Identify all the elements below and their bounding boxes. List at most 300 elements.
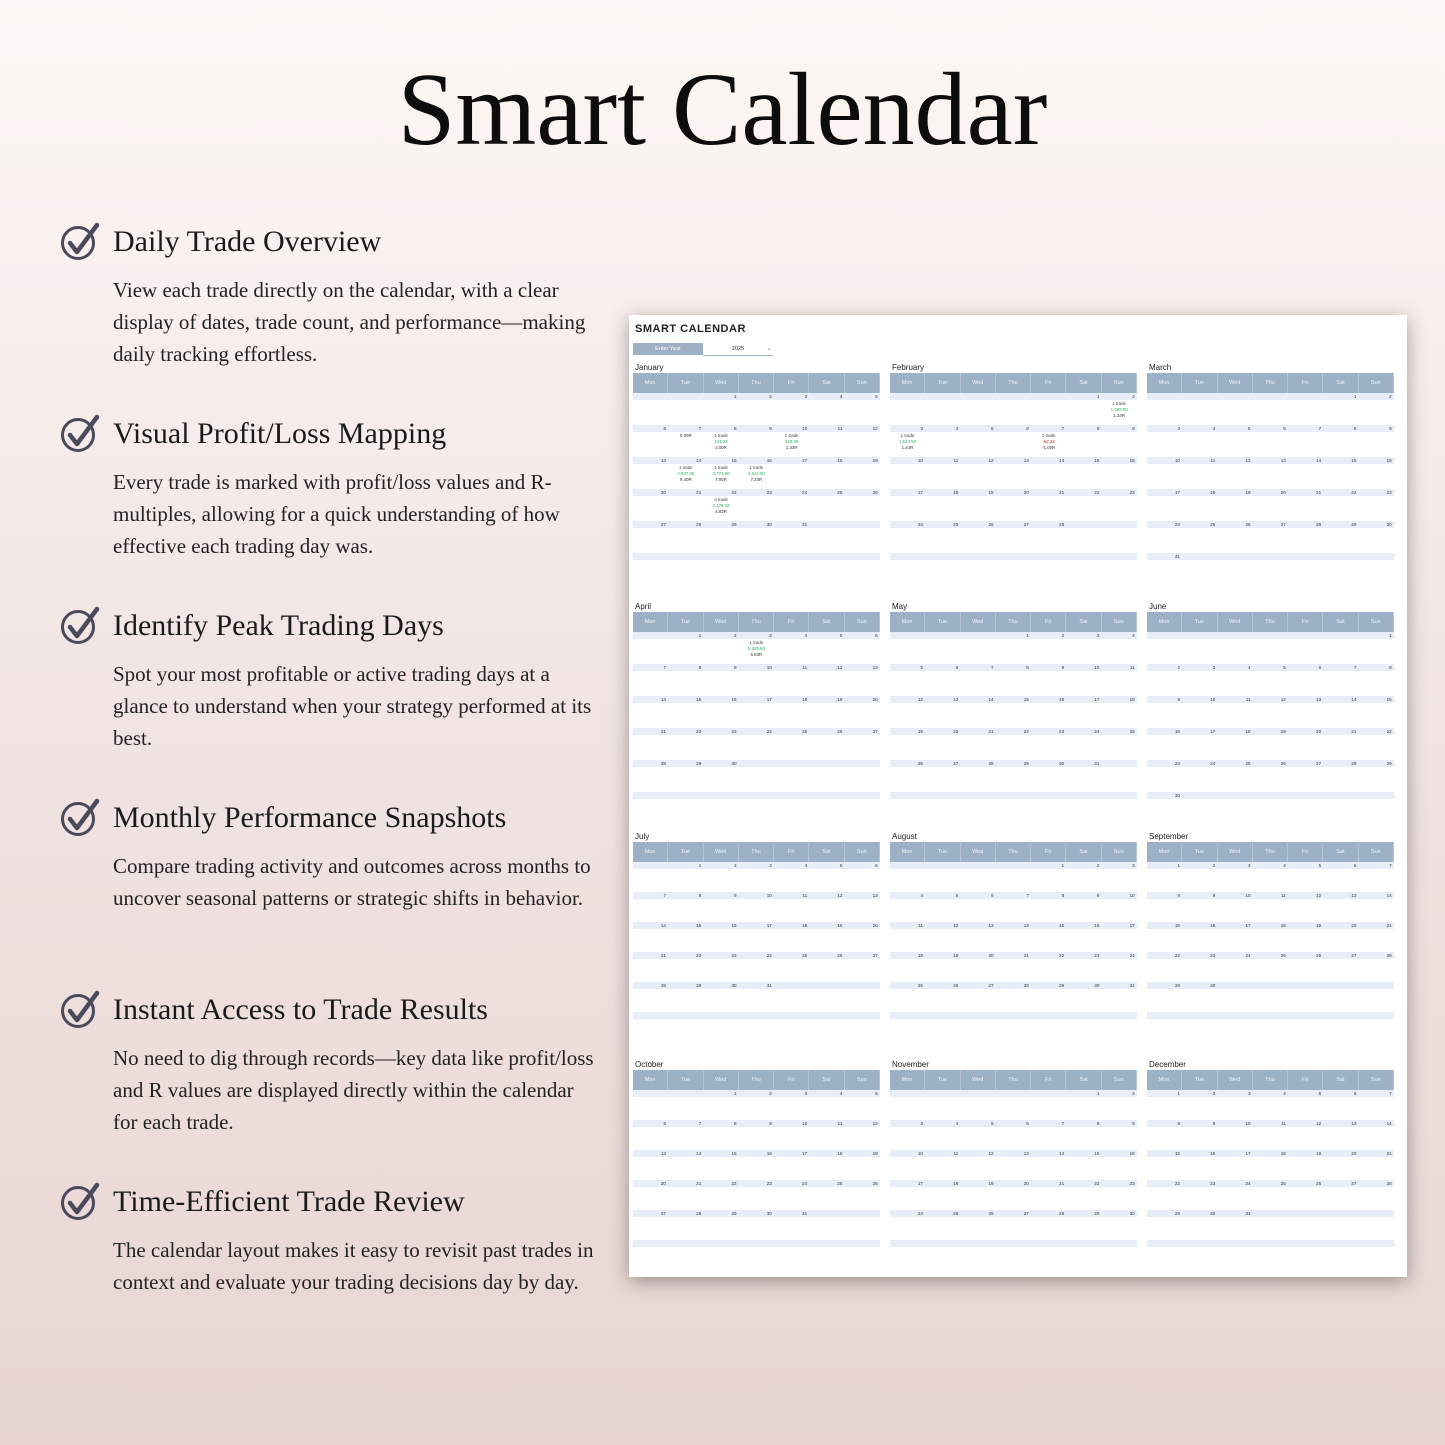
day-number[interactable]: 29 (731, 1211, 737, 1216)
day-number[interactable]: 26 (872, 1181, 878, 1186)
day-number[interactable]: 30 (1386, 522, 1392, 527)
day-number[interactable]: 29 (696, 983, 702, 988)
day-number[interactable]: 8 (698, 665, 702, 670)
day-number[interactable]: 10 (802, 1121, 808, 1126)
day-number[interactable]: 18 (802, 923, 808, 928)
day-number[interactable]: 15 (696, 697, 702, 702)
day-number[interactable]: 29 (696, 761, 702, 766)
day-number[interactable]: 15 (1094, 1151, 1100, 1156)
day-number[interactable]: 11 (1281, 1121, 1286, 1126)
day-number[interactable]: 19 (872, 458, 878, 463)
day-number[interactable]: 18 (802, 697, 808, 702)
day-number[interactable]: 12 (988, 1151, 994, 1156)
day-number[interactable]: 2 (769, 394, 772, 399)
day-number[interactable]: 3 (1248, 863, 1251, 868)
day-number[interactable]: 18 (1280, 1151, 1286, 1156)
day-number[interactable]: 31 (1174, 554, 1180, 559)
day-number[interactable]: 19 (988, 1181, 994, 1186)
day-number[interactable]: 5 (920, 665, 923, 670)
day-number[interactable]: 25 (1210, 522, 1216, 527)
day-number[interactable]: 8 (1096, 426, 1100, 431)
day-number[interactable]: 21 (660, 729, 666, 734)
day-number[interactable]: 16 (766, 458, 772, 463)
day-number[interactable]: 14 (1386, 1121, 1392, 1126)
day-number[interactable]: 1 (734, 1091, 737, 1096)
day-number[interactable]: 1 (698, 863, 702, 868)
day-number[interactable]: 19 (917, 729, 923, 734)
day-number[interactable]: 3 (804, 394, 808, 399)
day-number[interactable]: 20 (660, 490, 666, 495)
day-number[interactable]: 9 (1132, 426, 1135, 431)
day-number[interactable]: 22 (696, 953, 702, 958)
day-number[interactable]: 2 (1132, 1091, 1135, 1096)
day-number[interactable]: 25 (802, 729, 808, 734)
day-number[interactable]: 27 (872, 953, 878, 958)
day-number[interactable]: 10 (1174, 458, 1180, 463)
day-number[interactable]: 14 (1316, 458, 1322, 463)
day-number[interactable]: 27 (1351, 953, 1357, 958)
day-number[interactable]: 14 (660, 697, 666, 702)
day-number[interactable]: 10 (766, 893, 772, 898)
day-number[interactable]: 30 (1059, 761, 1065, 766)
day-number[interactable]: 10 (917, 458, 923, 463)
day-number[interactable]: 8 (698, 893, 702, 898)
day-number[interactable]: 23 (731, 729, 737, 734)
day-number[interactable]: 2 (1061, 633, 1065, 638)
day-number[interactable]: 4 (804, 863, 808, 868)
day-number[interactable]: 14 (1351, 697, 1357, 702)
day-number[interactable]: 6 (663, 1121, 666, 1126)
day-number[interactable]: 24 (1210, 761, 1216, 766)
day-number[interactable]: 1 (1353, 394, 1357, 399)
day-number[interactable]: 25 (1129, 729, 1135, 734)
day-number[interactable]: 13 (1023, 458, 1029, 463)
day-number[interactable]: 29 (1059, 983, 1065, 988)
day-number[interactable]: 7 (1061, 1121, 1065, 1126)
day-number[interactable]: 22 (1174, 1181, 1180, 1186)
day-number[interactable]: 5 (875, 394, 878, 399)
day-number[interactable]: 26 (1316, 1181, 1322, 1186)
day-number[interactable]: 11 (802, 665, 808, 670)
day-number[interactable]: 31 (802, 522, 808, 527)
day-number[interactable]: 28 (1351, 761, 1357, 766)
day-number[interactable]: 31 (1129, 983, 1135, 988)
day-number[interactable]: 14 (1059, 1151, 1065, 1156)
day-number[interactable]: 1 (1177, 863, 1180, 868)
day-number[interactable]: 8 (1061, 893, 1065, 898)
day-number[interactable]: 13 (1023, 1151, 1029, 1156)
day-number[interactable]: 25 (953, 522, 959, 527)
day-number[interactable]: 15 (1023, 697, 1029, 702)
day-number[interactable]: 19 (1316, 1151, 1322, 1156)
day-number[interactable]: 20 (1351, 1151, 1357, 1156)
day-number[interactable]: 2 (734, 633, 737, 638)
day-number[interactable]: 1 (734, 394, 737, 399)
day-number[interactable]: 10 (1094, 665, 1100, 670)
day-number[interactable]: 17 (1210, 729, 1216, 734)
day-number[interactable]: 4 (955, 1121, 959, 1126)
day-number[interactable]: 8 (734, 1121, 737, 1126)
day-number[interactable]: 22 (1059, 953, 1065, 958)
day-number[interactable]: 16 (1386, 458, 1392, 463)
day-number[interactable]: 3 (1177, 426, 1180, 431)
day-number[interactable]: 1 (1389, 633, 1392, 638)
chevron-down-icon[interactable]: ⌄ (767, 346, 772, 352)
day-number[interactable]: 23 (766, 490, 772, 495)
day-number[interactable]: 7 (1318, 426, 1322, 431)
day-number[interactable]: 28 (1316, 522, 1322, 527)
day-number[interactable]: 14 (696, 1151, 702, 1156)
day-number[interactable]: 17 (1129, 923, 1135, 928)
day-number[interactable]: 28 (1023, 983, 1029, 988)
day-number[interactable]: 28 (696, 1211, 702, 1216)
day-number[interactable]: 22 (1023, 729, 1029, 734)
day-number[interactable]: 6 (1353, 1091, 1357, 1096)
day-number[interactable]: 12 (1245, 458, 1251, 463)
day-number[interactable]: 3 (769, 633, 772, 638)
day-number[interactable]: 2 (1389, 394, 1392, 399)
day-number[interactable]: 29 (1174, 1211, 1180, 1216)
day-number[interactable]: 11 (953, 1151, 959, 1156)
day-number[interactable]: 12 (1280, 697, 1286, 702)
day-number[interactable]: 24 (1245, 953, 1251, 958)
day-number[interactable]: 13 (1280, 458, 1286, 463)
day-number[interactable]: 26 (837, 729, 843, 734)
day-number[interactable]: 24 (917, 522, 923, 527)
day-number[interactable]: 7 (1026, 893, 1029, 898)
day-number[interactable]: 18 (837, 1151, 843, 1156)
day-number[interactable]: 26 (917, 761, 923, 766)
day-number[interactable]: 24 (1174, 522, 1180, 527)
day-number[interactable]: 9 (1096, 893, 1100, 898)
day-number[interactable]: 6 (1283, 426, 1286, 431)
day-number[interactable]: 23 (731, 953, 737, 958)
day-number[interactable]: 4 (1212, 426, 1216, 431)
day-number[interactable]: 6 (663, 426, 666, 431)
day-number[interactable]: 29 (1386, 761, 1392, 766)
day-number[interactable]: 30 (766, 1211, 772, 1216)
day-number[interactable]: 16 (1094, 923, 1100, 928)
day-number[interactable]: 1 (1096, 1091, 1100, 1096)
day-number[interactable]: 11 (1281, 893, 1286, 898)
day-number[interactable]: 14 (696, 458, 702, 463)
day-number[interactable]: 6 (991, 893, 994, 898)
day-number[interactable]: 5 (839, 863, 843, 868)
day-number[interactable]: 7 (1061, 426, 1065, 431)
day-number[interactable]: 19 (1245, 490, 1251, 495)
day-number[interactable]: 17 (1245, 923, 1251, 928)
day-number[interactable]: 26 (1280, 761, 1286, 766)
day-number[interactable]: 2 (1096, 863, 1100, 868)
day-number[interactable]: 21 (696, 1181, 702, 1186)
day-number[interactable]: 12 (953, 923, 959, 928)
day-number[interactable]: 20 (953, 729, 959, 734)
day-number[interactable]: 22 (1094, 1181, 1100, 1186)
day-number[interactable]: 6 (1026, 1121, 1029, 1126)
day-number[interactable]: 21 (1059, 1181, 1065, 1186)
day-number[interactable]: 24 (802, 1181, 808, 1186)
day-number[interactable]: 25 (837, 1181, 843, 1186)
day-number[interactable]: 9 (1061, 665, 1065, 670)
day-number[interactable]: 13 (872, 665, 878, 670)
day-number[interactable]: 23 (1129, 490, 1135, 495)
day-number[interactable]: 27 (1351, 1181, 1357, 1186)
day-number[interactable]: 2 (1212, 1091, 1216, 1096)
day-number[interactable]: 8 (1096, 1121, 1100, 1126)
day-number[interactable]: 8 (1177, 893, 1180, 898)
day-number[interactable]: 26 (837, 953, 843, 958)
day-number[interactable]: 6 (1318, 665, 1322, 670)
day-number[interactable]: 4 (804, 633, 808, 638)
day-number[interactable]: 13 (660, 1151, 666, 1156)
day-number[interactable]: 7 (698, 1121, 702, 1126)
day-number[interactable]: 20 (1280, 490, 1286, 495)
day-number[interactable]: 5 (991, 1121, 994, 1126)
day-number[interactable]: 11 (802, 893, 808, 898)
day-number[interactable]: 22 (696, 729, 702, 734)
day-number[interactable]: 15 (1059, 923, 1065, 928)
day-number[interactable]: 15 (1386, 697, 1392, 702)
day-number[interactable]: 6 (955, 665, 959, 670)
day-number[interactable]: 25 (1280, 1181, 1286, 1186)
day-number[interactable]: 25 (802, 953, 808, 958)
day-number[interactable]: 16 (731, 923, 737, 928)
day-number[interactable]: 7 (698, 426, 702, 431)
day-number[interactable]: 12 (1316, 1121, 1322, 1126)
day-number[interactable]: 26 (1245, 522, 1251, 527)
day-number[interactable]: 13 (1316, 697, 1322, 702)
day-number[interactable]: 4 (1283, 863, 1286, 868)
day-number[interactable]: 19 (1280, 729, 1286, 734)
day-number[interactable]: 15 (1351, 458, 1357, 463)
day-number[interactable]: 3 (1132, 863, 1135, 868)
day-number[interactable]: 29 (1174, 983, 1180, 988)
day-number[interactable]: 21 (1386, 1151, 1392, 1156)
day-number[interactable]: 8 (1177, 1121, 1180, 1126)
day-number[interactable]: 26 (953, 983, 959, 988)
day-number[interactable]: 19 (1316, 923, 1322, 928)
day-number[interactable]: 7 (1389, 1091, 1392, 1096)
day-number[interactable]: 30 (1094, 983, 1100, 988)
day-number[interactable]: 16 (1129, 1151, 1135, 1156)
day-number[interactable]: 12 (988, 458, 994, 463)
day-number[interactable]: 15 (1094, 458, 1100, 463)
day-number[interactable]: 27 (1023, 522, 1029, 527)
day-number[interactable]: 6 (875, 863, 878, 868)
day-number[interactable]: 31 (802, 1211, 808, 1216)
day-number[interactable]: 20 (1023, 1181, 1029, 1186)
day-number[interactable]: 26 (1316, 953, 1322, 958)
day-number[interactable]: 4 (1283, 1091, 1286, 1096)
day-number[interactable]: 16 (731, 697, 737, 702)
day-number[interactable]: 18 (837, 458, 843, 463)
day-number[interactable]: 31 (1245, 1211, 1251, 1216)
day-number[interactable]: 16 (1129, 458, 1135, 463)
day-number[interactable]: 16 (1059, 697, 1065, 702)
day-number[interactable]: 17 (1245, 1151, 1251, 1156)
day-number[interactable]: 14 (988, 697, 994, 702)
day-number[interactable]: 25 (917, 983, 923, 988)
day-number[interactable]: 27 (1023, 1211, 1029, 1216)
day-number[interactable]: 26 (872, 490, 878, 495)
day-number[interactable]: 23 (1386, 490, 1392, 495)
day-number[interactable]: 13 (988, 923, 994, 928)
day-number[interactable]: 5 (955, 893, 959, 898)
day-number[interactable]: 3 (920, 1121, 923, 1126)
day-number[interactable]: 11 (837, 426, 843, 431)
day-number[interactable]: 28 (696, 522, 702, 527)
day-number[interactable]: 29 (731, 522, 737, 527)
day-number[interactable]: 8 (734, 426, 737, 431)
day-number[interactable]: 20 (1023, 490, 1029, 495)
day-number[interactable]: 17 (917, 490, 923, 495)
day-number[interactable]: 15 (731, 1151, 737, 1156)
day-number[interactable]: 20 (872, 697, 878, 702)
day-number[interactable]: 14 (1386, 893, 1392, 898)
day-number[interactable]: 4 (1248, 665, 1251, 670)
day-number[interactable]: 20 (1351, 923, 1357, 928)
day-number[interactable]: 5 (875, 1091, 878, 1096)
day-number[interactable]: 13 (953, 697, 959, 702)
day-number[interactable]: 24 (766, 729, 772, 734)
day-number[interactable]: 17 (766, 923, 772, 928)
day-number[interactable]: 30 (1210, 983, 1216, 988)
day-number[interactable]: 17 (802, 458, 808, 463)
day-number[interactable]: 3 (769, 863, 772, 868)
day-number[interactable]: 18 (1280, 923, 1286, 928)
year-select[interactable]: 2025 (703, 343, 773, 356)
day-number[interactable]: 1 (698, 633, 702, 638)
day-number[interactable]: 12 (872, 1121, 878, 1126)
day-number[interactable]: 31 (1094, 761, 1100, 766)
day-number[interactable]: 17 (1094, 697, 1100, 702)
day-number[interactable]: 27 (1280, 522, 1286, 527)
day-number[interactable]: 5 (1318, 863, 1322, 868)
day-number[interactable]: 2 (769, 1091, 772, 1096)
day-number[interactable]: 27 (988, 983, 994, 988)
day-number[interactable]: 17 (917, 1181, 923, 1186)
day-number[interactable]: 7 (663, 665, 666, 670)
day-number[interactable]: 17 (1174, 490, 1180, 495)
day-number[interactable]: 26 (988, 522, 994, 527)
day-number[interactable]: 9 (1212, 1121, 1216, 1126)
day-number[interactable]: 3 (920, 426, 923, 431)
day-number[interactable]: 22 (1094, 490, 1100, 495)
day-number[interactable]: 1 (1061, 863, 1065, 868)
day-number[interactable]: 30 (731, 761, 737, 766)
day-number[interactable]: 6 (875, 633, 878, 638)
day-number[interactable]: 28 (660, 983, 666, 988)
day-number[interactable]: 9 (1389, 426, 1392, 431)
day-number[interactable]: 26 (988, 1211, 994, 1216)
day-number[interactable]: 15 (1174, 1151, 1180, 1156)
day-number[interactable]: 13 (660, 458, 666, 463)
day-number[interactable]: 22 (731, 1181, 737, 1186)
day-number[interactable]: 25 (1280, 953, 1286, 958)
day-number[interactable]: 23 (1210, 953, 1216, 958)
day-number[interactable]: 27 (660, 1211, 666, 1216)
day-number[interactable]: 15 (731, 458, 737, 463)
day-number[interactable]: 22 (731, 490, 737, 495)
day-number[interactable]: 25 (1245, 761, 1251, 766)
day-number[interactable]: 18 (917, 953, 923, 958)
day-number[interactable]: 12 (917, 697, 923, 702)
day-number[interactable]: 5 (1283, 665, 1286, 670)
day-number[interactable]: 15 (696, 923, 702, 928)
day-number[interactable]: 7 (663, 893, 666, 898)
day-number[interactable]: 11 (1245, 697, 1251, 702)
day-number[interactable]: 10 (802, 426, 808, 431)
day-number[interactable]: 24 (766, 953, 772, 958)
day-number[interactable]: 12 (837, 665, 843, 670)
day-number[interactable]: 25 (953, 1211, 959, 1216)
day-number[interactable]: 20 (988, 953, 994, 958)
day-number[interactable]: 30 (1174, 793, 1180, 798)
day-number[interactable]: 1 (1026, 633, 1029, 638)
day-number[interactable]: 4 (839, 394, 843, 399)
day-number[interactable]: 10 (766, 665, 772, 670)
day-number[interactable]: 25 (837, 490, 843, 495)
day-number[interactable]: 24 (802, 490, 808, 495)
day-number[interactable]: 2 (734, 863, 737, 868)
day-number[interactable]: 21 (1023, 953, 1029, 958)
day-number[interactable]: 21 (1316, 490, 1322, 495)
day-number[interactable]: 30 (766, 522, 772, 527)
day-number[interactable]: 9 (734, 893, 737, 898)
day-number[interactable]: 29 (1023, 761, 1029, 766)
day-number[interactable]: 13 (1351, 1121, 1357, 1126)
day-number[interactable]: 27 (660, 522, 666, 527)
day-number[interactable]: 24 (1245, 1181, 1251, 1186)
day-number[interactable]: 4 (1132, 633, 1135, 638)
day-number[interactable]: 14 (1023, 923, 1029, 928)
day-number[interactable]: 2 (1177, 665, 1180, 670)
day-number[interactable]: 3 (1096, 633, 1100, 638)
day-number[interactable]: 12 (837, 893, 843, 898)
day-number[interactable]: 23 (766, 1181, 772, 1186)
day-number[interactable]: 8 (1389, 665, 1392, 670)
day-number[interactable]: 9 (769, 1121, 772, 1126)
day-number[interactable]: 28 (1059, 1211, 1065, 1216)
day-number[interactable]: 28 (1059, 522, 1065, 527)
day-number[interactable]: 9 (1212, 893, 1216, 898)
day-number[interactable]: 3 (804, 1091, 808, 1096)
day-number[interactable]: 5 (1318, 1091, 1322, 1096)
day-number[interactable]: 11 (1210, 458, 1216, 463)
day-number[interactable]: 28 (660, 761, 666, 766)
day-number[interactable]: 7 (1389, 863, 1392, 868)
day-number[interactable]: 21 (1351, 729, 1357, 734)
day-number[interactable]: 11 (918, 923, 923, 928)
day-number[interactable]: 22 (1386, 729, 1392, 734)
day-number[interactable]: 9 (1132, 1121, 1135, 1126)
day-number[interactable]: 20 (1316, 729, 1322, 734)
day-number[interactable]: 10 (1245, 893, 1251, 898)
day-number[interactable]: 30 (1129, 1211, 1135, 1216)
day-number[interactable]: 1 (1177, 1091, 1180, 1096)
day-number[interactable]: 21 (988, 729, 994, 734)
day-number[interactable]: 10 (1245, 1121, 1251, 1126)
day-number[interactable]: 22 (1174, 953, 1180, 958)
day-number[interactable]: 24 (1129, 953, 1135, 958)
day-number[interactable]: 16 (766, 1151, 772, 1156)
day-number[interactable]: 31 (766, 983, 772, 988)
day-number[interactable]: 14 (1059, 458, 1065, 463)
day-number[interactable]: 20 (872, 923, 878, 928)
day-number[interactable]: 3 (1212, 665, 1216, 670)
day-number[interactable]: 12 (872, 426, 878, 431)
day-number[interactable]: 18 (1245, 729, 1251, 734)
